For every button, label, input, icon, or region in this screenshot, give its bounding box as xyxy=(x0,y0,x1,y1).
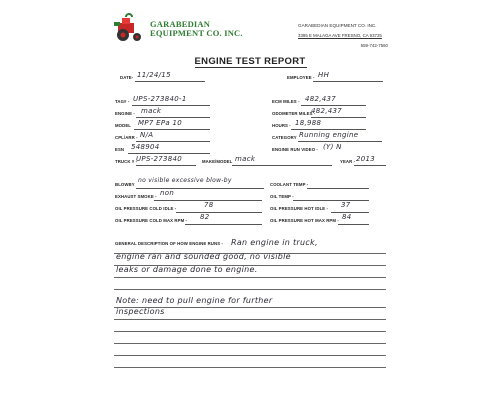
oil-hot-max-line xyxy=(338,224,369,225)
employee-label: EMPLOYEE - xyxy=(287,75,315,80)
model-value[interactable]: MP7 EPa 10 xyxy=(138,119,183,127)
oil-hot-max-value[interactable]: 84 xyxy=(342,213,352,221)
cpl-arr-line xyxy=(136,141,210,142)
date-label: DATE- xyxy=(120,75,134,80)
esn-line xyxy=(128,153,210,154)
truck-label: TRUCK # - xyxy=(115,159,138,164)
year-label: YEAR - xyxy=(340,159,356,164)
oil-hot-idle-label: OIL PRESSURE HOT IDLE - xyxy=(270,206,329,211)
oil-hot-max-label: OIL PRESSURE HOT MAX RPM - xyxy=(270,218,339,223)
note-rule-6 xyxy=(114,367,386,368)
general-description-label: GENERAL DESCRIPTION OF HOW ENGINE RUNS - xyxy=(115,241,224,246)
esn-value[interactable]: 548904 xyxy=(131,143,160,151)
oil-cold-idle-line xyxy=(176,212,262,213)
odometer-label: ODOMETER MILES - xyxy=(272,111,316,116)
exhaust-smoke-label: EXHAUST SMOKE - xyxy=(115,194,157,199)
note-line-1[interactable]: Note: need to pull engine for further xyxy=(116,296,273,305)
cpl-arr-label: CPL/ARR - xyxy=(115,135,138,140)
note-rule-2 xyxy=(114,319,386,320)
ecm-miles-label: ECM MILES - xyxy=(272,99,300,104)
hours-label: HOURS - xyxy=(272,123,291,128)
tag-value[interactable]: UPS-273840-1 xyxy=(133,95,187,103)
company-address: 3395 E MALAGA AVE FRESNO, CA 93725 xyxy=(298,33,382,38)
make-model-label: MAKE/MODEL xyxy=(202,159,233,164)
cpl-arr-value[interactable]: N/A xyxy=(140,131,154,139)
oil-temp-line xyxy=(293,200,369,201)
logo-wordmark: GARABEDIAN EQUIPMENT CO. INC. xyxy=(150,19,243,38)
oil-cold-idle-label: OIL PRESSURE COLD IDLE - xyxy=(115,206,177,211)
hours-line xyxy=(291,129,366,130)
company-name: GARABEDIAN EQUIPMENT CO. INC. xyxy=(298,23,377,28)
note-line-2[interactable]: inspections xyxy=(116,307,165,316)
company-contact xyxy=(298,21,398,51)
blowby-value[interactable]: no visible excessive blow-by xyxy=(138,177,232,184)
ecm-miles-value[interactable]: 482,437 xyxy=(305,95,337,103)
engine-line xyxy=(136,117,210,118)
exhaust-smoke-value[interactable]: non xyxy=(160,189,175,197)
coolant-temp-line xyxy=(307,188,369,189)
description-rule-3 xyxy=(114,277,386,278)
ecm-miles-line xyxy=(301,105,366,106)
odometer-value[interactable]: 482,437 xyxy=(311,107,343,115)
page-title: ENGINE TEST REPORT xyxy=(194,56,306,67)
title-underline xyxy=(195,67,307,68)
model-line xyxy=(134,129,210,130)
date-value[interactable]: 11/24/15 xyxy=(137,71,171,79)
category-label: CATEGORY xyxy=(272,135,297,140)
description-line-2[interactable]: engine ran and sounded good, no visible xyxy=(116,252,291,261)
blowby-line xyxy=(136,188,264,189)
category-value[interactable]: Running engine xyxy=(299,131,359,139)
year-value[interactable]: 2013 xyxy=(356,155,376,163)
note-rule-5 xyxy=(114,355,386,356)
oil-temp-label: OIL TEMP - xyxy=(270,194,294,199)
tag-line xyxy=(132,105,210,106)
engine-label: ENGINE - xyxy=(115,111,135,116)
blowby-label: BLOWBY xyxy=(115,182,135,187)
category-line xyxy=(298,141,382,142)
company-phone: 559-742-7560 xyxy=(360,43,388,48)
date-line xyxy=(135,81,205,82)
description-line-3[interactable]: leaks or damage done to engine. xyxy=(116,265,258,274)
coolant-temp-label: COOLANT TEMP - xyxy=(270,182,309,187)
odometer-line xyxy=(311,117,366,118)
esn-label: ESN xyxy=(115,147,125,152)
oil-cold-idle-value[interactable]: 78 xyxy=(204,201,214,209)
engine-run-video-value[interactable]: (Y) N xyxy=(323,143,342,151)
oil-cold-max-line xyxy=(185,224,262,225)
make-model-line xyxy=(232,165,332,166)
make-model-value[interactable]: mack xyxy=(235,155,256,163)
hours-value[interactable]: 18,988 xyxy=(295,119,322,127)
tag-label: TAG# - xyxy=(115,99,130,104)
description-rule-4 xyxy=(114,289,386,290)
description-line-1[interactable]: Ran engine in truck, xyxy=(231,238,318,247)
employee-value[interactable]: HH xyxy=(318,71,330,79)
employee-line xyxy=(313,81,383,82)
year-line xyxy=(354,165,386,166)
tractor-logo-icon xyxy=(112,13,152,43)
truck-line xyxy=(136,165,196,166)
oil-cold-max-label: OIL PRESSURE COLD MAX RPM - xyxy=(115,218,188,223)
truck-value[interactable]: UPS-273840 xyxy=(136,155,183,163)
oil-cold-max-value[interactable]: 82 xyxy=(200,213,210,221)
note-rule-4 xyxy=(114,343,386,344)
engine-run-video-label: ENGINE RUN VIDEO - xyxy=(272,147,318,152)
model-label: MODEL xyxy=(115,123,132,128)
note-rule-3 xyxy=(114,331,386,332)
engine-value[interactable]: mack xyxy=(141,107,162,115)
oil-hot-idle-value[interactable]: 37 xyxy=(341,201,351,209)
